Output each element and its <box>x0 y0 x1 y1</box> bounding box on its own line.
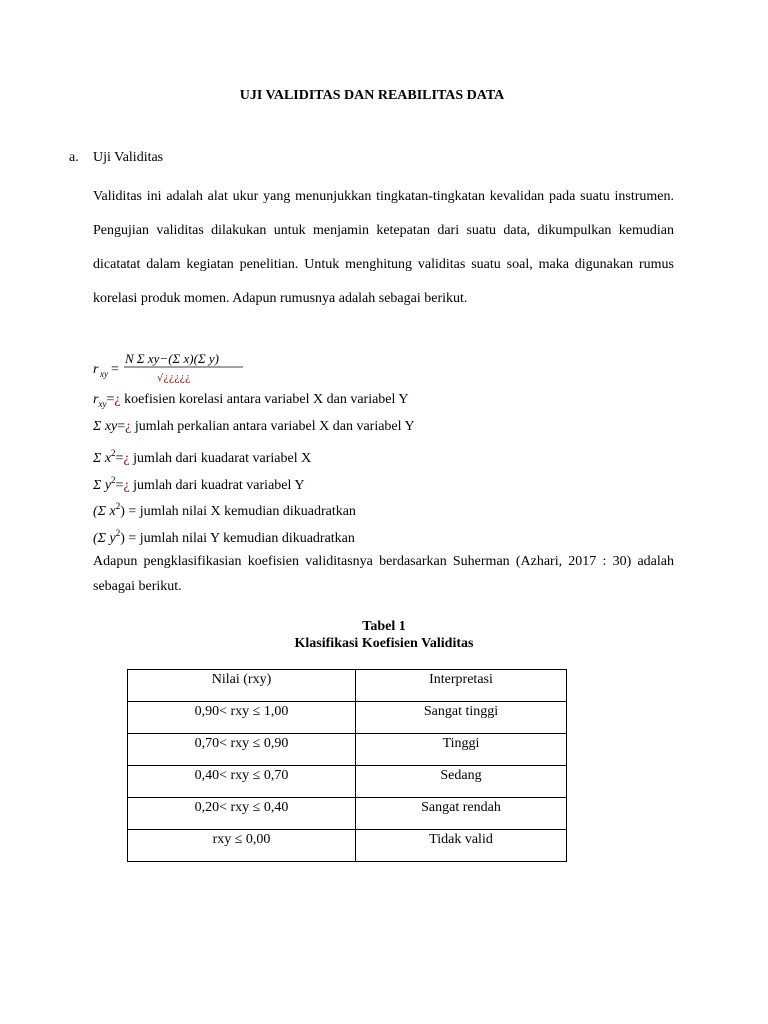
section-letter: a. <box>69 150 79 165</box>
section-title: Uji Validitas <box>93 150 164 165</box>
table-cell-range: rxy ≤ 0,00 <box>128 830 356 862</box>
definition-sum-xy: Σ xy=¿ jumlah perkalian antara variabel X dan variabel Y <box>93 418 415 434</box>
definition-sum-x-squared: (Σ $x^2$) = jumlah nilai X kemudian dikuadratkan <box>93 501 356 519</box>
document-title: UJI VALIDITAS DAN REABILITAS DATA <box>239 88 505 103</box>
table-cell-range: 0,40< rxy ≤ 0,70 <box>128 766 356 798</box>
table-caption-number: Tabel 1 <box>362 619 406 634</box>
classification-paragraph: Adapun pengklasifikasian koefisien validitasnya berdasarkan Suherman (Azhari, 2017 : 30) adalah sebagai berikut. <box>93 554 674 594</box>
definition-sum-y2: Σ $y^2=¿$ jumlah dari kuadrat variabel Y <box>93 474 305 493</box>
definition-list <box>93 389 693 548</box>
table-row <box>128 830 567 862</box>
table-row <box>128 734 567 766</box>
table-cell-range: 0,70< rxy ≤ 0,90 <box>128 734 356 766</box>
formula-lhs-sub: xy <box>100 369 108 379</box>
formula-denominator: √¿¿¿¿¿ <box>157 373 191 384</box>
table-cell-interpretation: Sangat tinggi <box>356 702 567 734</box>
table-header-row <box>128 670 567 702</box>
validity-classification-table <box>127 669 567 862</box>
table-row <box>128 702 567 734</box>
table-cell-interpretation: Tidak valid <box>356 830 567 862</box>
section-heading <box>69 150 163 166</box>
table-header-cell: Interpretasi <box>356 670 567 702</box>
table-cell-interpretation: Sangat rendah <box>356 798 567 830</box>
formula-lhs: r <box>93 362 99 377</box>
table-cell-range: 0,90< rxy ≤ 1,00 <box>128 702 356 734</box>
formula-numerator: N Σ xy−(Σ x)(Σ y) <box>125 351 220 366</box>
table-cell-range: 0,20< rxy ≤ 0,40 <box>128 798 356 830</box>
table-header-cell: Nilai (rxy) <box>128 670 356 702</box>
correlation-formula <box>93 350 293 384</box>
formula-equals: = <box>111 362 119 377</box>
definition-rxy: $r_{xy}=¿$ koefisien korelasi antara variabel X dan variabel Y <box>93 392 409 409</box>
table-cell-interpretation: Sedang <box>356 766 567 798</box>
table-row <box>128 766 567 798</box>
table-cell-interpretation: Tinggi <box>356 734 567 766</box>
definition-sum-y-squared: (Σ $y^2$) = jumlah nilai Y kemudian dikuadratkan <box>93 527 355 546</box>
table-caption-title: Klasifikasi Koefisien Validitas <box>294 636 474 651</box>
table-row <box>128 798 567 830</box>
definition-sum-x2: Σ $x^2=¿$ jumlah dari kuadarat variabel X <box>93 448 312 466</box>
intro-paragraph: Validitas ini adalah alat ukur yang menunjukkan tingkatan-tingkatan kevalidan pada suatu instrumen. Pengujian validitas dilakukan untuk menjamin ketepatan dari suatu data, dikumpulkan kemudian dicatatat dalam kegiatan penelitian. Untuk menghitung validitas suatu soal, maka digunakan rumus korelasi produk momen. Adapun rumusnya adalah sebagai berikut. <box>93 189 674 306</box>
